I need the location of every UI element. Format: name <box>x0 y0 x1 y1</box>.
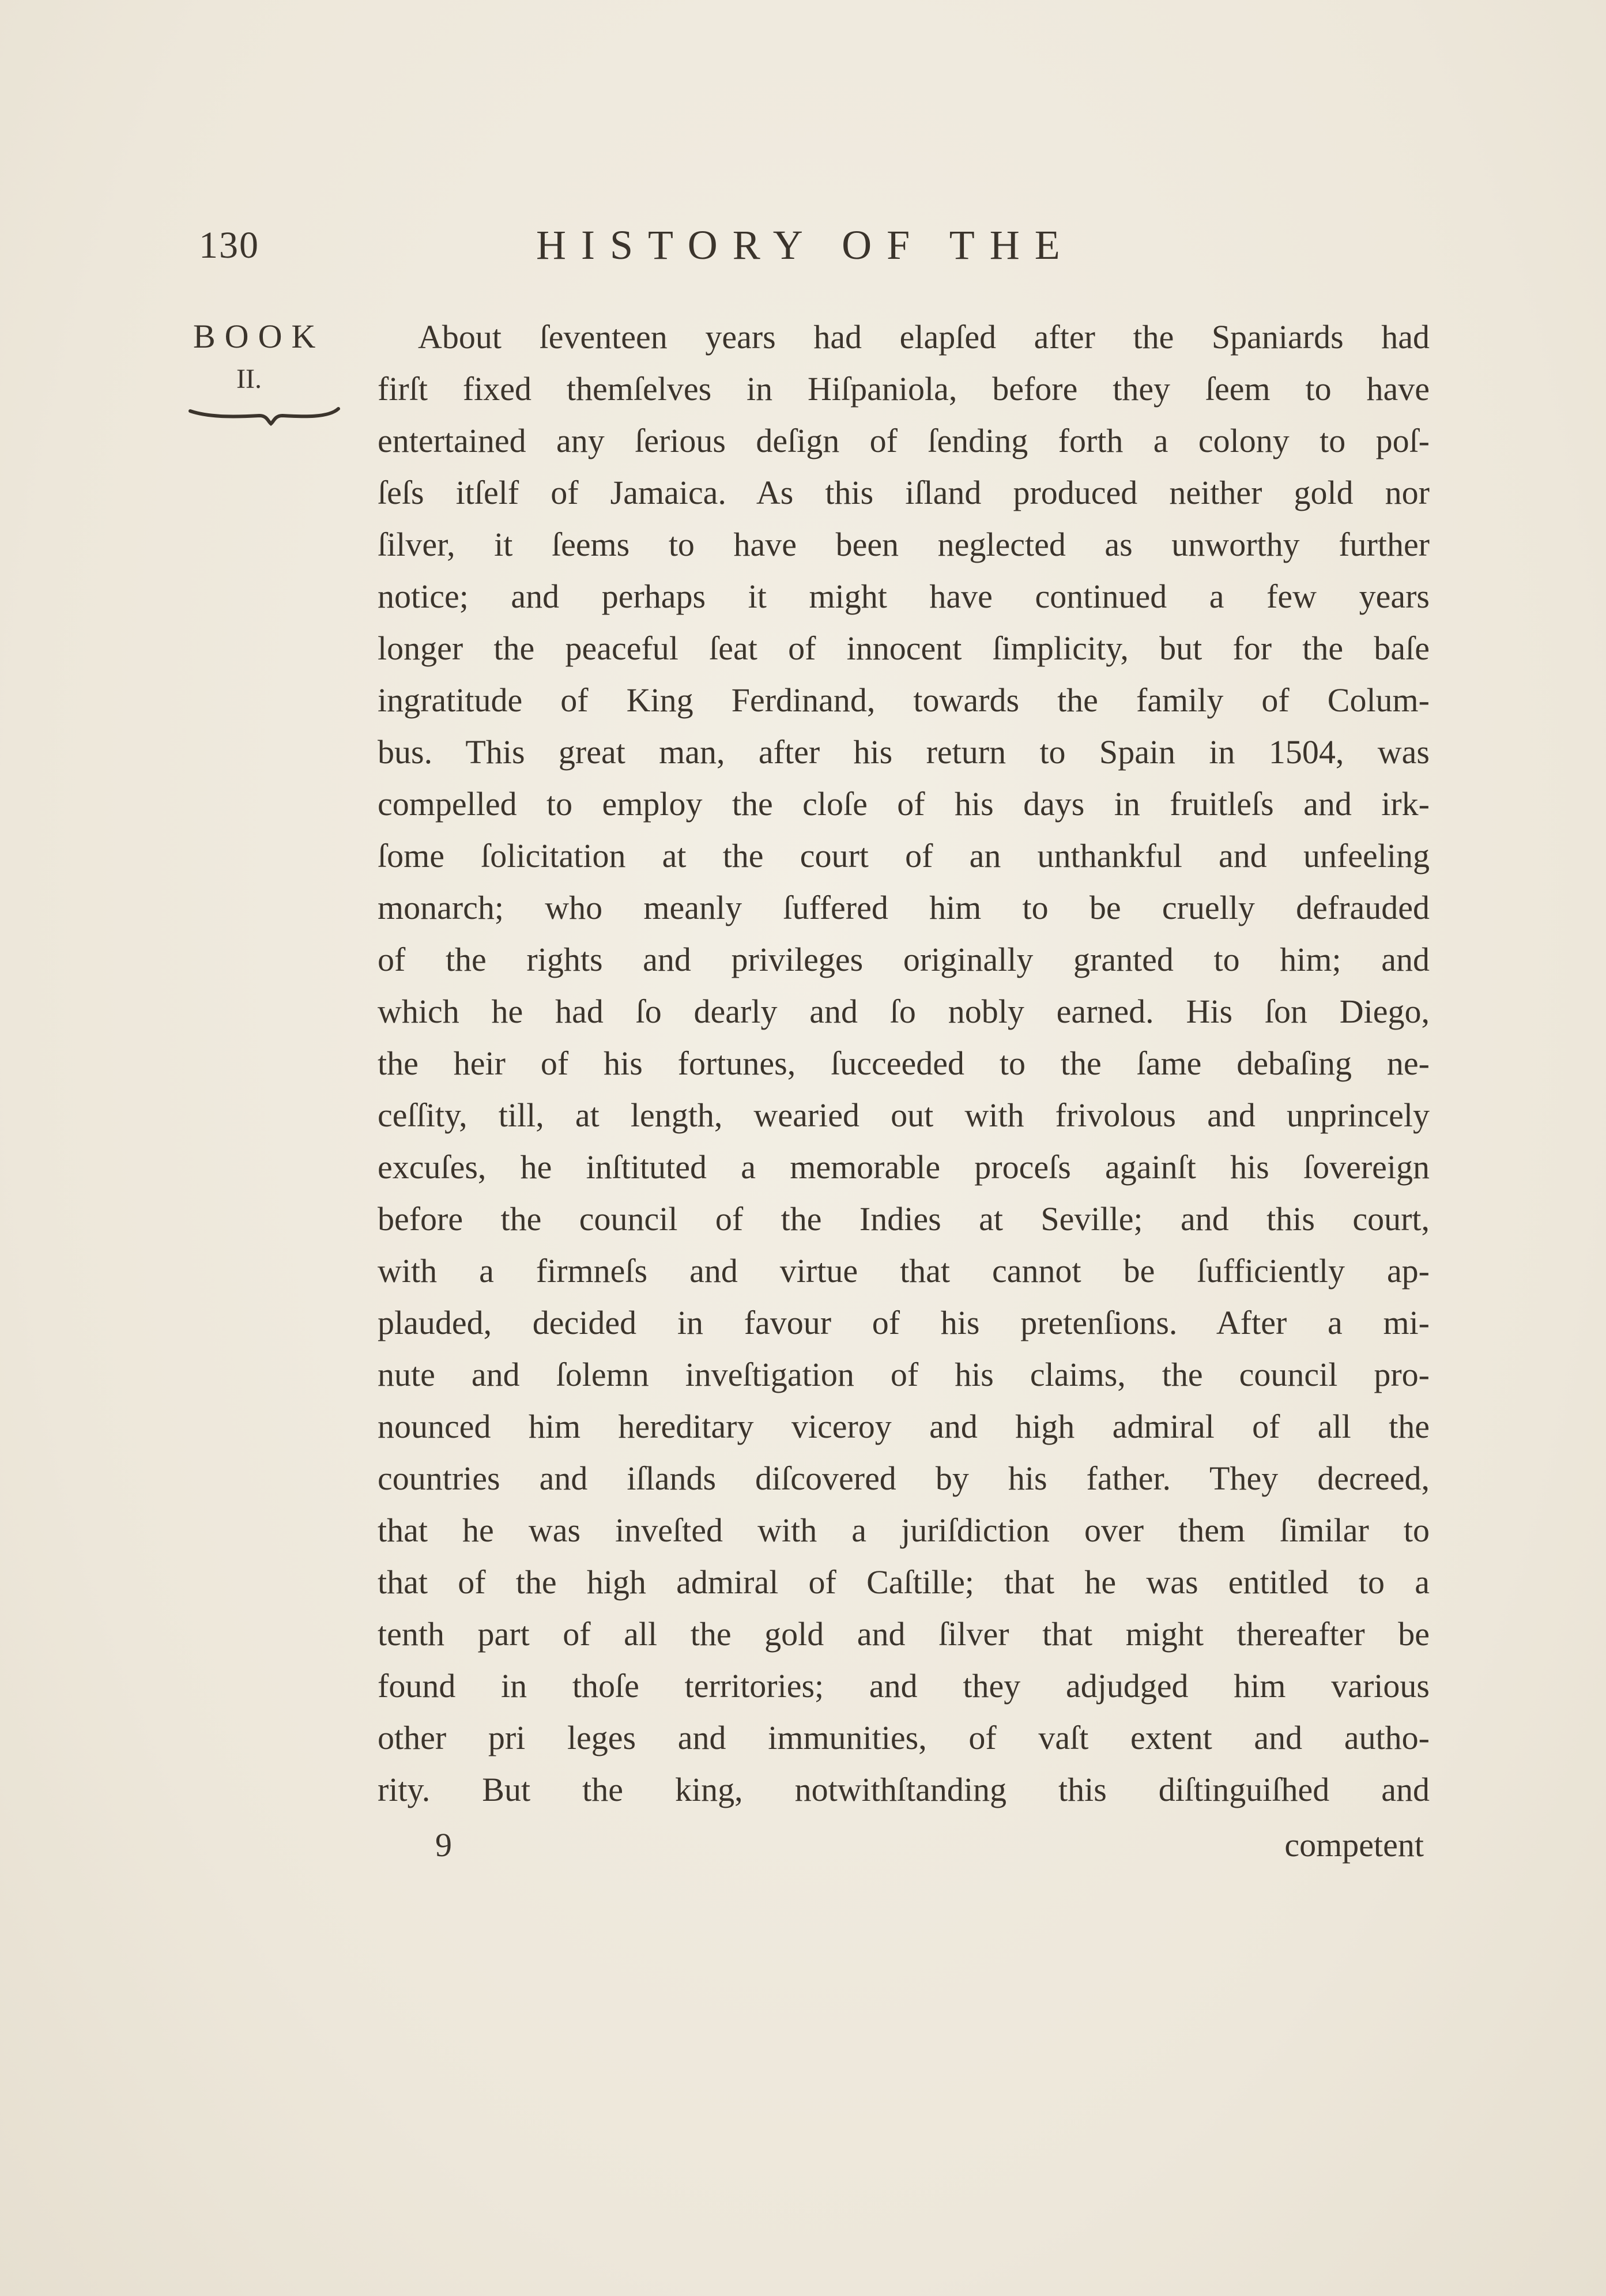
text-line: before the council of the Indies at Seville; and this court, <box>378 1200 1430 1238</box>
text-line: bus. This great man, after his return to Spain in 1504, was <box>378 733 1430 771</box>
text-line: ingratitude of King Ferdinand, towards the family of Colum- <box>378 681 1430 719</box>
text-line: nute and ſolemn inveſtigation of his claims, the council pro- <box>378 1356 1430 1393</box>
body-text <box>378 311 1430 1816</box>
text-line: entertained any ſerious deſign of ſending forth a colony to poſ- <box>378 422 1430 459</box>
text-line: About ſeventeen years had elapſed after the Spaniards had <box>418 318 1430 356</box>
text-line: ſilver, it ſeems to have been neglected as unworthy further <box>378 526 1430 563</box>
text-line: countries and iſlands diſcovered by his father. They decreed, <box>378 1460 1430 1497</box>
text-line: notice; and perhaps it might have continued a few years <box>378 578 1430 615</box>
text-line: that of the high admiral of Caſtille; that he was entitled to a <box>378 1563 1430 1601</box>
text-line: monarch; who meanly ſuffered him to be cruelly defrauded <box>378 889 1430 926</box>
text-line: other pri leges and immunities, of vaſt extent and autho- <box>378 1719 1430 1756</box>
text-line: nounced him hereditary viceroy and high admiral of all the <box>378 1408 1430 1445</box>
catchword: competent <box>1284 1826 1424 1864</box>
text-line: rity. But the king, notwithſtanding this diſtinguiſhed and <box>378 1771 1430 1808</box>
running-title: HISTORY OF THE <box>536 222 1075 268</box>
text-line: firſt fixed themſelves in Hiſpaniola, before they ſeem to have <box>378 370 1430 408</box>
brace-ornament <box>187 401 343 429</box>
text-line: with a firmneſs and virtue that cannot be ſufficiently ap- <box>378 1252 1430 1290</box>
text-line: plauded, decided in favour of his pretenſions. After a mi- <box>378 1304 1430 1341</box>
text-line: excuſes, he inſtituted a memorable proceſs againſt his ſovereign <box>378 1148 1430 1186</box>
text-line: that he was inveſted with a juriſdiction over them ſimilar to <box>378 1511 1430 1549</box>
text-line: of the rights and privileges originally granted to him; and <box>378 941 1430 978</box>
text-line: which he had ſo dearly and ſo nobly earned. His ſon Diego, <box>378 993 1430 1030</box>
text-line: ſeſs itſelf of Jamaica. As this iſland produced neither gold nor <box>378 474 1430 511</box>
text-line: compelled to employ the cloſe of his days in fruitleſs and irk- <box>378 785 1430 823</box>
text-line: ſome ſolicitation at the court of an unthankful and unfeeling <box>378 837 1430 874</box>
text-line: ceſſity, till, at length, wearied out with frivolous and unprincely <box>378 1096 1430 1134</box>
footer-row <box>378 1819 1430 1871</box>
text-line: found in thoſe territories; and they adjudged him various <box>378 1667 1430 1705</box>
text-line: tenth part of all the gold and ſilver that might thereafter be <box>378 1615 1430 1653</box>
book-label: BOOK <box>193 318 325 355</box>
text-line: the heir of his fortunes, ſucceeded to the ſame debaſing ne- <box>378 1045 1430 1082</box>
book-number: II. <box>236 364 262 394</box>
page-number: 130 <box>199 224 259 266</box>
text-line: longer the peaceful ſeat of innocent ſimplicity, but for the baſe <box>378 629 1430 667</box>
signature-mark: 9 <box>435 1826 452 1864</box>
